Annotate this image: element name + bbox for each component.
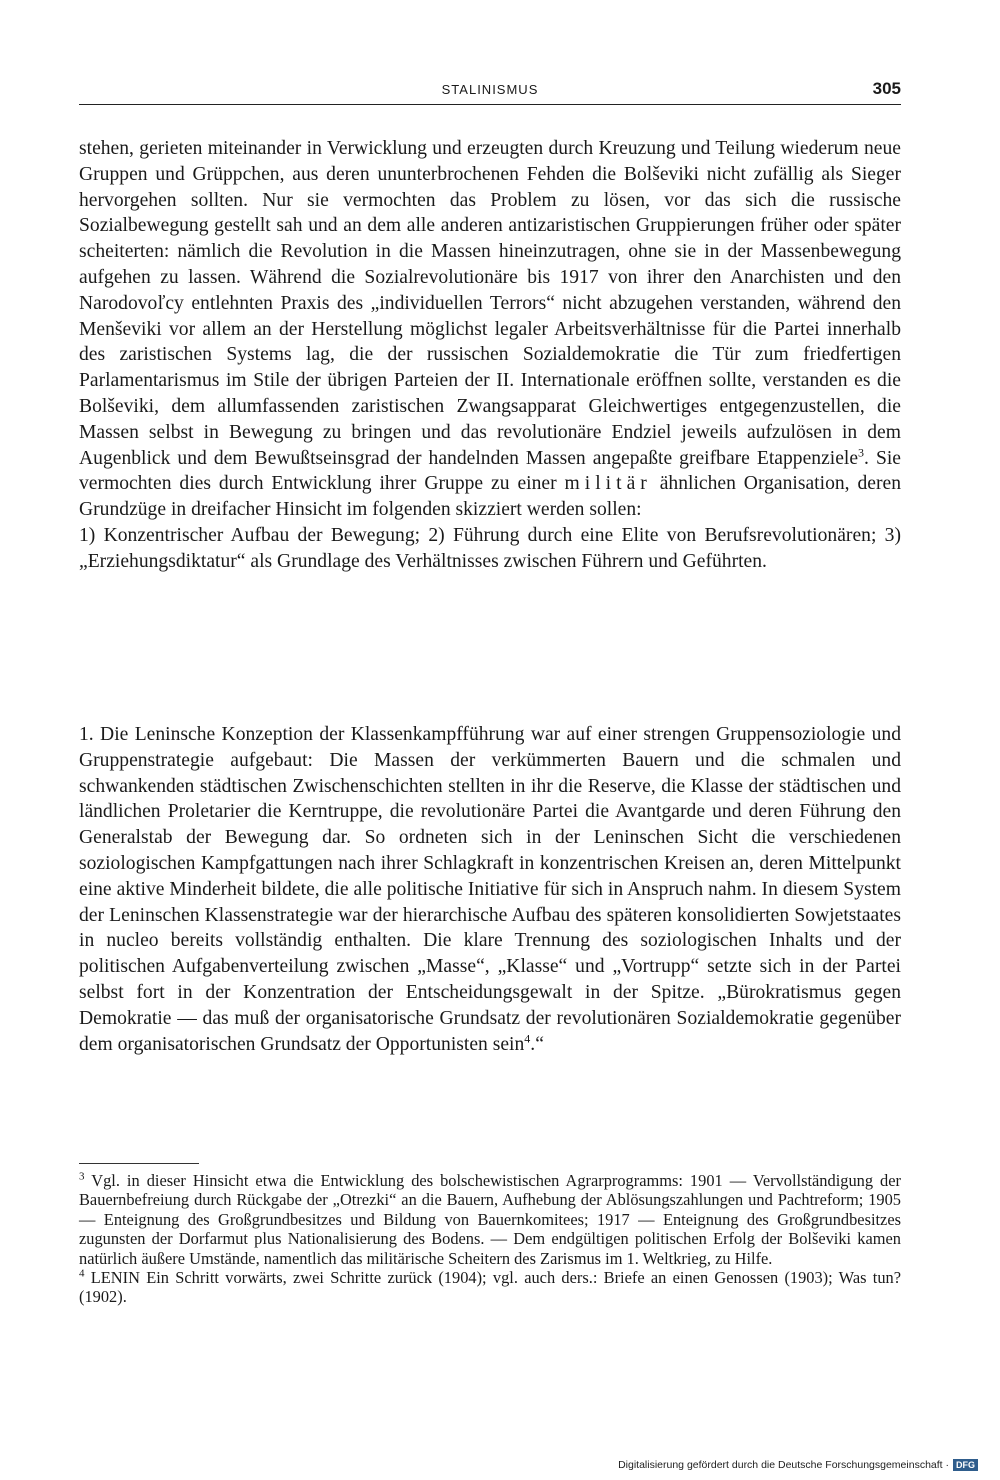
body-paragraph-2 (79, 722, 901, 1057)
digitization-credit (618, 1459, 978, 1471)
footnote-marker: 3 (79, 1170, 85, 1183)
paragraph-segment: .“ (530, 1033, 544, 1055)
paragraph-segment: . Sie vermochten dies durch Entwicklung ihrer Gruppe zu einer (79, 447, 901, 495)
numbered-list-text: 1) Konzentrischer Aufbau der Bewegung; 2) Führung durch eine Elite von Berufsrevolutionären; 3) „Erziehungsdiktatur“ als Grundlage des Verhältnisses zwischen Führern und Geführten. (79, 524, 901, 572)
body-paragraph-1 (79, 136, 901, 575)
footnotes (79, 1171, 901, 1307)
footnote-text: LENIN Ein Schritt vorwärts, zwei Schritte zurück (1904); vgl. auch ders.: Briefe an einen Genossen (1903); Was tun? (1902). (79, 1268, 901, 1307)
paragraph-segment: 1. Die Leninsche Konzeption der Klassenkampfführung war auf einer strengen Gruppensoziologie und Gruppenstrategie aufgebaut: Die Massen der verkümmerten Bauern und die schmalen und schwankenden städtischen Zwischenschichten stellten in ihr die Reserve, die Klasse der städtischen und ländlichen Proletarier die Kerntruppe, die revolutionäre Partei die Avantgarde und deren Führung den Generalstab der Bewegung dar. So ordneten sich in der Leninschen Sicht die verschiedenen soziologischen Kampfgattungen nach ihrer Schlagkraft in konzentrischen Kreisen an, deren Mittelpunkt eine aktive Minderheit bildete, die alle politische Initiative für sich in Anspruch nahm. In diesem System der Leninschen Klassenstrategie war der hierarchische Aufbau des späteren konsolidierten Sowjetstaates in nucleo bereits vollständig enthalten. Die klare Trennung des soziologischen Inhalts und der politischen Aufgabenverteilung zwischen „Masse“, „Klasse“ und „Vortrupp“ setzte sich in der Partei selbst fort in der Konzentration der Entscheidungsgewalt in der Spitze. „Bürokratismus gegen Demokratie — das muß der organisatorische Grundsatz der revolutionären Sozialdemokratie gegenüber dem organisatorischen Grundsatz der Opportunisten sein (79, 724, 901, 1055)
footnote-ref-3[interactable]: 3 (858, 445, 865, 460)
page-number: 305 (872, 79, 901, 98)
paragraph-text (79, 722, 901, 1057)
footnote-marker: 4 (79, 1267, 85, 1280)
paragraph-segment: ähnlichen Organisation, deren Grundzüge in dreifacher Hinsicht im folgenden skizziert werden sollen: (79, 473, 901, 521)
footnote-ref-4[interactable]: 4 (524, 1031, 531, 1046)
running-title: STALINISMUS (441, 82, 539, 97)
paragraph-text (79, 136, 901, 523)
dfg-logo: DFG (953, 1459, 978, 1471)
footnote-3 (79, 1171, 901, 1268)
footnote-4 (79, 1268, 901, 1307)
page-header (79, 79, 901, 105)
footnote-text: Vgl. in dieser Hinsicht etwa die Entwicklung des bolschewistischen Agrarprogramms: 1901 — Vervollständigung der Bauernbefreiung durch Rückgabe der „Otrezki“ an die Bauern, Aufhebung der Ablösungszahlungen und Pachtreform; 1905 — Enteignung des Großgrundbesitzes und Bildung von Bauernkomitees; 1917 — Enteignung des Großgrundbesitzes zugunsten der Dorfarmut plus Nationalisierung des Bodens. — Dem endgültigen politischen Erfolg der Bolševiki kamen natürlich äußere Umstände, namentlich das militärische Scheitern des Zarismus im 1. Weltkrieg, zu Hilfe. (79, 1171, 901, 1268)
footnote-divider (79, 1163, 199, 1164)
credit-text: Digitalisierung gefördert durch die Deutsche Forschungsgemeinschaft · (618, 1459, 949, 1471)
paragraph-segment: stehen, gerieten miteinander in Verwicklung und erzeugten durch Kreuzung und Teilung wiederum neue Gruppen und Grüppchen, aus deren ununterbrochenen Fehden die Bolševiki nicht zufällig als Sieger hervorgehen sollten. Nur sie vermochten das Problem zu lösen, vor das sich die russische Sozialbewegung gestellt sah und an dem alle anderen antizaristischen Gruppierungen früher oder später scheiterten: nämlich die Revolution in die Massen hineinzutragen, ohne sie in der Massenbewegung aufgehen zu lassen. Während die Sozialrevolutionäre bis 1917 von ihrer den Anarchisten und den Narodovoľcy entlehnten Praxis des „individuellen Terrors“ nicht abzugehen verstanden, während den Menševiki vor allem an der Herstellung möglichst legaler Arbeitsverhältnisse für die Partei innerhalb des zaristischen Systems lag, die der russischen Sozialdemokratie die Tür zum friedfertigen Parlamentarismus im Stile der übrigen Parteien der II. Internationale eröffnen sollte, verstanden es die Bolševiki, dem allumfassenden zaristischen Zwangsapparat Gleichwertiges entgegenzustellen, die Massen selbst in Bewegung zu bringen und das revolutionäre Endziel jeweils aufzulösen in dem Augenblick und dem Bewußtseinsgrad der handelnden Massen angepaßte greifbare Etappenziele (79, 138, 901, 469)
emphasized-word: militär (564, 473, 652, 495)
